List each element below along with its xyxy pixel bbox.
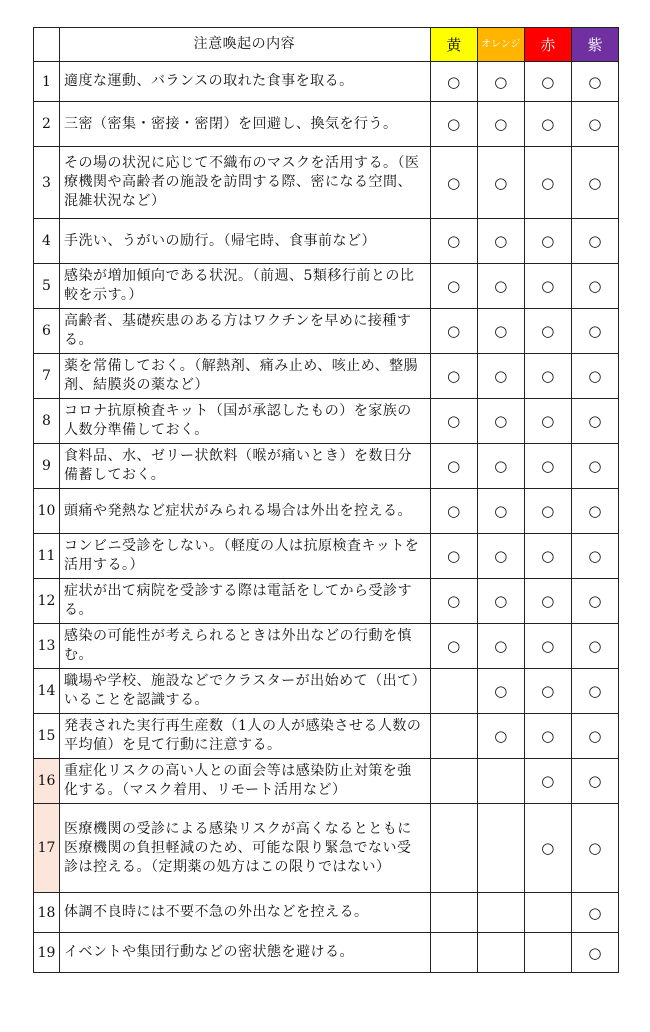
row-number: 3: [34, 147, 60, 219]
table-row: [34, 219, 619, 264]
mark-purple: ○: [571, 264, 618, 309]
mark-red: ○: [524, 399, 571, 444]
mark-red: ○: [524, 102, 571, 147]
mark-yellow: [430, 804, 477, 893]
row-number: 1: [34, 62, 60, 102]
mark-red: ○: [524, 534, 571, 579]
table-row: [34, 354, 619, 399]
mark-red: ○: [524, 669, 571, 714]
mark-purple: ○: [571, 309, 618, 354]
row-number: 6: [34, 309, 60, 354]
mark-yellow: ○: [430, 444, 477, 489]
header-number-cell: [34, 28, 60, 62]
mark-yellow: ○: [430, 219, 477, 264]
mark-purple: ○: [571, 804, 618, 893]
table-row: [34, 489, 619, 534]
table-row: [34, 399, 619, 444]
row-content: 適度な運動、バランスの取れた食事を取る。: [60, 62, 431, 102]
mark-yellow: [430, 714, 477, 759]
table-row: [34, 309, 619, 354]
header-row: [34, 28, 619, 62]
row-number: 18: [34, 893, 60, 933]
level-red-header: 赤: [524, 28, 571, 62]
row-content: イベントや集団行動などの密状態を避ける。: [60, 933, 431, 973]
mark-purple: ○: [571, 399, 618, 444]
mark-orange: [477, 759, 524, 804]
mark-red: ○: [524, 219, 571, 264]
row-number: 17: [34, 804, 60, 893]
row-number: 15: [34, 714, 60, 759]
row-number: 11: [34, 534, 60, 579]
mark-purple: ○: [571, 669, 618, 714]
mark-red: ○: [524, 489, 571, 534]
mark-red: ○: [524, 579, 571, 624]
mark-orange: ○: [477, 309, 524, 354]
row-content: 三密（密集・密接・密閉）を回避し、換気を行う。: [60, 102, 431, 147]
table-row: [34, 102, 619, 147]
mark-red: ○: [524, 309, 571, 354]
mark-red: ○: [524, 147, 571, 219]
mark-orange: ○: [477, 489, 524, 534]
table-row: [34, 893, 619, 933]
table-row: [34, 579, 619, 624]
mark-red: [524, 893, 571, 933]
row-number: 7: [34, 354, 60, 399]
mark-orange: ○: [477, 264, 524, 309]
mark-yellow: [430, 759, 477, 804]
row-content: 高齢者、基礎疾患のある方はワクチンを早めに接種する。: [60, 309, 431, 354]
caution-table: [33, 27, 619, 973]
row-content: コロナ抗原検査キット（国が承認したもの）を家族の人数分準備しておく。: [60, 399, 431, 444]
row-number: 4: [34, 219, 60, 264]
mark-purple: ○: [571, 489, 618, 534]
mark-yellow: ○: [430, 399, 477, 444]
row-content: 体調不良時には不要不急の外出などを控える。: [60, 893, 431, 933]
level-orange-header: オレンジ: [477, 28, 524, 62]
mark-purple: ○: [571, 534, 618, 579]
table-row: [34, 624, 619, 669]
mark-orange: ○: [477, 669, 524, 714]
mark-purple: ○: [571, 444, 618, 489]
mark-yellow: ○: [430, 579, 477, 624]
mark-purple: ○: [571, 759, 618, 804]
mark-purple: ○: [571, 579, 618, 624]
mark-purple: ○: [571, 219, 618, 264]
mark-red: ○: [524, 264, 571, 309]
header-content-label: 注意喚起の内容: [60, 28, 431, 62]
table-row: [34, 804, 619, 893]
table-row: [34, 264, 619, 309]
row-content: 職場や学校、施設などでクラスターが出始めて（出て）いることを認識する。: [60, 669, 431, 714]
mark-orange: ○: [477, 102, 524, 147]
mark-orange: ○: [477, 219, 524, 264]
mark-orange: ○: [477, 444, 524, 489]
row-content: 感染が増加傾向である状況。（前週、5類移行前との比較を示す。）: [60, 264, 431, 309]
mark-yellow: [430, 669, 477, 714]
row-number: 16: [34, 759, 60, 804]
mark-red: [524, 933, 571, 973]
table-row: [34, 147, 619, 219]
mark-orange: ○: [477, 714, 524, 759]
level-purple-header: 紫: [571, 28, 618, 62]
mark-red: ○: [524, 714, 571, 759]
mark-red: ○: [524, 759, 571, 804]
table-row: [34, 759, 619, 804]
mark-orange: ○: [477, 624, 524, 669]
row-content: 重症化リスクの高い人との面会等は感染防止対策を強化する。（マスク着用、リモート活用など）: [60, 759, 431, 804]
mark-purple: ○: [571, 102, 618, 147]
row-number: 9: [34, 444, 60, 489]
mark-purple: ○: [571, 354, 618, 399]
row-number: 12: [34, 579, 60, 624]
mark-orange: [477, 933, 524, 973]
row-number: 8: [34, 399, 60, 444]
row-content: 頭痛や発熱など症状がみられる場合は外出を控える。: [60, 489, 431, 534]
mark-red: ○: [524, 62, 571, 102]
mark-yellow: ○: [430, 534, 477, 579]
row-content: 発表された実行再生産数（1人の人が感染させる人数の平均値）を見て行動に注意する。: [60, 714, 431, 759]
mark-yellow: [430, 933, 477, 973]
mark-yellow: [430, 893, 477, 933]
mark-purple: ○: [571, 62, 618, 102]
row-content: 食料品、水、ゼリー状飲料（喉が痛いとき）を数日分備蓄しておく。: [60, 444, 431, 489]
row-content: 医療機関の受診による感染リスクが高くなるとともに医療機関の負担軽減のため、可能な限り緊急でない受診は控える。（定期薬の処方はこの限りではない）: [60, 804, 431, 893]
mark-yellow: ○: [430, 102, 477, 147]
mark-red: ○: [524, 444, 571, 489]
mark-red: ○: [524, 354, 571, 399]
mark-yellow: ○: [430, 489, 477, 534]
mark-yellow: ○: [430, 354, 477, 399]
mark-yellow: ○: [430, 264, 477, 309]
mark-yellow: ○: [430, 62, 477, 102]
row-content: 症状が出て病院を受診する際は電話をしてから受診する。: [60, 579, 431, 624]
mark-yellow: ○: [430, 147, 477, 219]
row-content: その場の状況に応じて不織布のマスクを活用する。（医療機関や高齢者の施設を訪問する際、密になる空間、混雑状況など）: [60, 147, 431, 219]
mark-orange: ○: [477, 354, 524, 399]
mark-purple: ○: [571, 933, 618, 973]
row-content: コンビニ受診をしない。（軽度の人は抗原検査キットを活用する。）: [60, 534, 431, 579]
mark-orange: ○: [477, 399, 524, 444]
level-yellow-header: 黄: [430, 28, 477, 62]
row-content: 感染の可能性が考えられるときは外出などの行動を慎む。: [60, 624, 431, 669]
mark-orange: [477, 804, 524, 893]
row-number: 5: [34, 264, 60, 309]
table-row: [34, 444, 619, 489]
mark-orange: ○: [477, 147, 524, 219]
row-number: 19: [34, 933, 60, 973]
mark-orange: ○: [477, 62, 524, 102]
mark-purple: ○: [571, 714, 618, 759]
mark-purple: ○: [571, 624, 618, 669]
mark-orange: ○: [477, 534, 524, 579]
mark-purple: ○: [571, 893, 618, 933]
mark-purple: ○: [571, 147, 618, 219]
row-number: 2: [34, 102, 60, 147]
row-content: 手洗い、うがいの励行。（帰宅時、食事前など）: [60, 219, 431, 264]
row-number: 10: [34, 489, 60, 534]
table-row: [34, 669, 619, 714]
row-number: 14: [34, 669, 60, 714]
mark-yellow: ○: [430, 624, 477, 669]
table-row: [34, 933, 619, 973]
table-row: [34, 62, 619, 102]
mark-orange: ○: [477, 579, 524, 624]
table-row: [34, 534, 619, 579]
mark-orange: [477, 893, 524, 933]
mark-yellow: ○: [430, 309, 477, 354]
table-row: [34, 714, 619, 759]
row-number: 13: [34, 624, 60, 669]
row-content: 薬を常備しておく。（解熱剤、痛み止め、咳止め、整腸剤、結膜炎の薬など）: [60, 354, 431, 399]
mark-red: ○: [524, 804, 571, 893]
mark-red: ○: [524, 624, 571, 669]
